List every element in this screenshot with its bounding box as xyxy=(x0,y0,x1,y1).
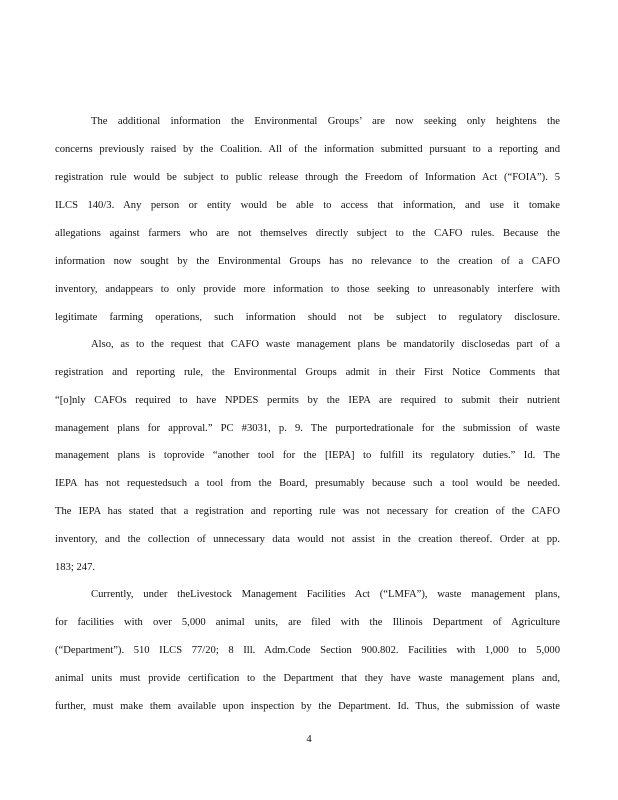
text-line: inventory, and the collection of unnecessary data would not assist in the creation thereof. Order at pp. xyxy=(55,534,560,545)
text-line: The additional information the Environmental Groups’ are now seeking only heightens the xyxy=(91,116,560,127)
text-line: further, must make them available upon inspection by the Department. Id. Thus, the submission of waste xyxy=(55,701,560,712)
text-line: Also, as to the request that CAFO waste management plans be mandatorily disclosedas part of a xyxy=(91,339,560,350)
text-line: information now sought by the Environmental Groups has no relevance to the creation of a CAFO xyxy=(55,256,560,267)
text-line: “[o]nly CAFOs required to have NPDES permits by the IEPA are required to submit their nutrient xyxy=(55,395,560,406)
page-number: 4 xyxy=(306,734,312,745)
text-line: inventory, andappears to only provide more information to those seeking to unreasonably interfere with xyxy=(55,284,560,295)
text-line: The IEPA has stated that a registration and reporting rule was not necessary for creation of the CAFO xyxy=(55,506,560,517)
text-line: management plans is toprovide “another tool for the [IEPA] to fulfill its regulatory duties.” Id. The xyxy=(55,450,560,461)
text-line: registration rule would be subject to public release through the Freedom of Information Act (“FOIA”). 5 xyxy=(55,172,560,183)
text-line: for facilities with over 5,000 animal units, are filed with the Illinois Department of Agriculture xyxy=(55,617,560,628)
text-line: allegations against farmers who are not themselves directly subject to the CAFO rules. Because the xyxy=(55,228,560,239)
text-line: (“Department”). 510 ILCS 77/20; 8 Ill. Adm.Code Section 900.802. Facilities with 1,000 to 5,000 xyxy=(55,645,560,656)
text-line: animal units must provide certification to the Department that they have waste management plans and, xyxy=(55,673,560,684)
text-line: legitimate farming operations, such information should not be subject to regulatory disclosure. xyxy=(55,312,560,323)
text-line: management plans for approval.” PC #3031, p. 9. The purportedrationale for the submission of waste xyxy=(55,423,560,434)
text-line: 183; 247. xyxy=(55,562,96,573)
text-line: registration and reporting rule, the Environmental Groups admit in their First Notice Comments that xyxy=(55,367,560,378)
text-line: ILCS 140/3. Any person or entity would be able to access that information, and use it tomake xyxy=(55,200,560,211)
text-line: Currently, under theLivestock Management Facilities Act (“LMFA”), waste management plans, xyxy=(91,589,560,600)
text-line: IEPA has not requestedsuch a tool from the Board, presumably because such a tool would be needed. xyxy=(55,478,560,489)
text-line: concerns previously raised by the Coalition. All of the information submitted pursuant to a reporting and xyxy=(55,144,560,155)
